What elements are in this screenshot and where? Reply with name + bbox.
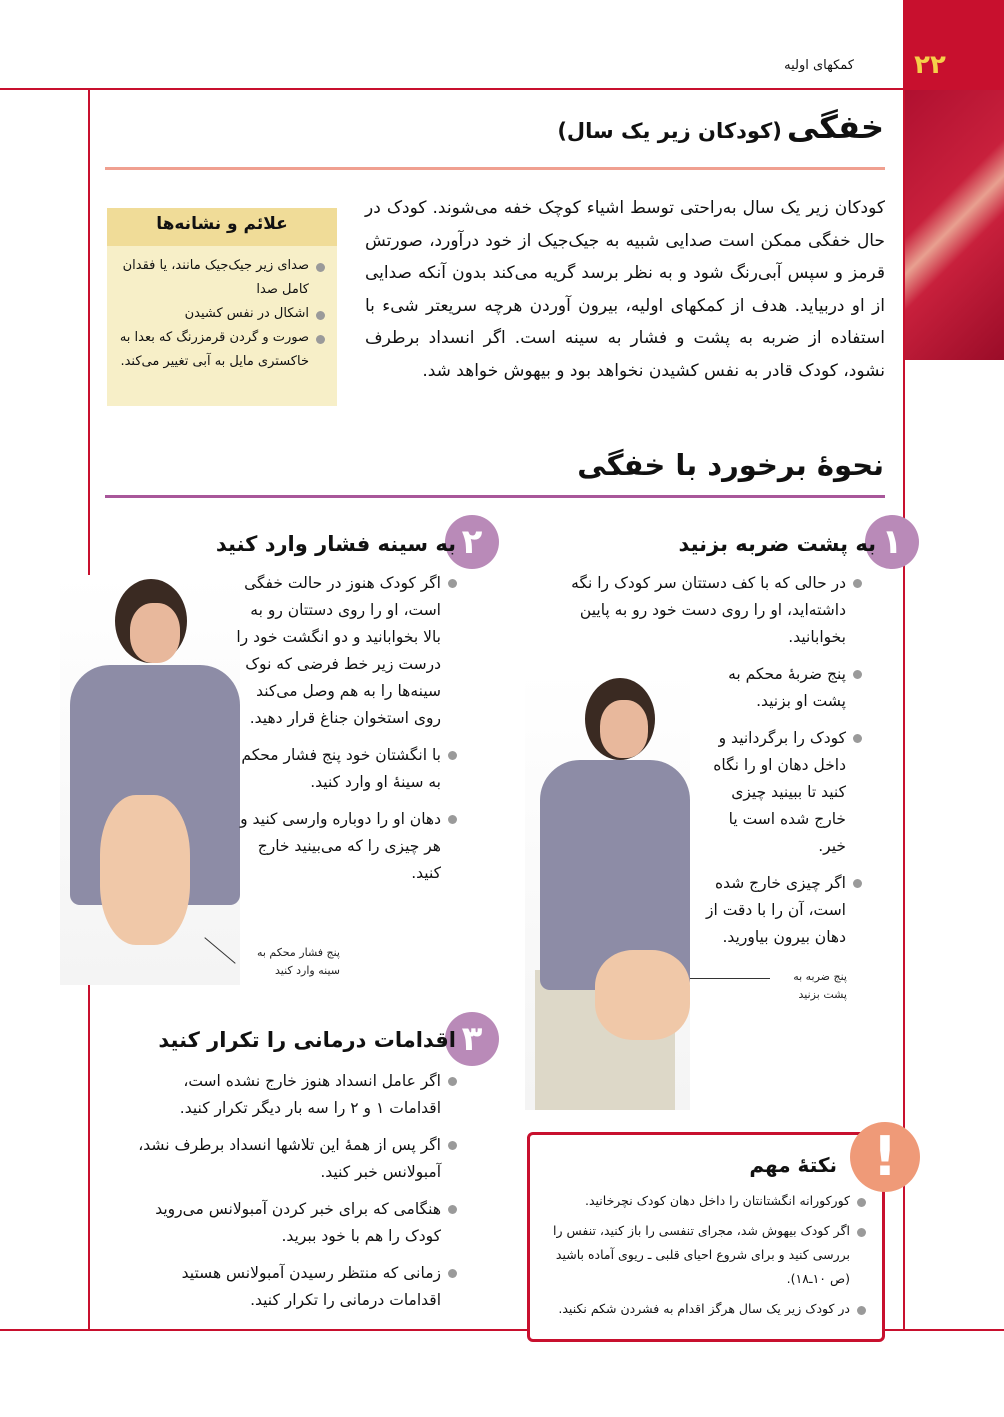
list-item: اگر کودک هنوز در حالت خفگی است، او را روی دستتان رو به بالا بخوابانید و دو انگشت خود را درست زیر خط فرضی که نوک سینه‌ها را به هم وصل می‌کند روی استخوان جناغ قرار دهید. (229, 570, 459, 732)
list-item: صدای زیر جیک‌جیک مانند، یا فقدان کامل صدا (117, 254, 327, 302)
list-item: در کودک زیر یک سال هرگز اقدام به فشردن شکم نکنید. (548, 1297, 868, 1321)
step-2-callout: پنج فشار محکم به سینه وارد کنید (256, 946, 340, 977)
top-rule (0, 88, 1004, 90)
title-sub: (کودکان زیر یک سال) (557, 119, 782, 143)
baby (100, 795, 190, 945)
signs-list (107, 246, 337, 382)
list-item: اگر چیزی خارج شده است، آن را با دقت از دهان بیرون بیاورید. (699, 870, 864, 951)
section-heading: نحوهٔ برخورد با خفگی (577, 448, 884, 482)
warning-box (527, 1132, 885, 1342)
step-1-list (554, 570, 864, 961)
step-2-title: به سینه فشار وارد کنید (215, 532, 456, 556)
list-item: اگر عامل انسداد هنوز خارج نشده است، اقدامات ۱ و ۲ را سه بار دیگر تکرار کنید. (129, 1068, 459, 1122)
step-3-badge: ۳ (445, 1012, 499, 1066)
list-item: پنج ضربهٔ محکم به پشت او بزنید. (699, 661, 864, 715)
step-3-list (129, 1068, 459, 1324)
step-3-title: اقدامات درمانی را تکرار کنید (158, 1028, 456, 1052)
list-item: اگر کودک بیهوش شد، مجرای تنفسی را باز کنید، تنفس را بررسی کنید و برای شروع احیای قلبی ـ ریوی آماده باشید (ص ۱۰ـ۱۸). (548, 1219, 868, 1291)
step-2-list (229, 570, 459, 897)
intro-paragraph: کودکان زیر یک سال به‌راحتی توسط اشیاء کوچک خفه می‌شوند. کودک در حال خفگی ممکن است صدایی شبیه به جیک‌جیک از خود درآورد، صورتش قرمز و سپس آبی‌رنگ شود و به نظر برسد گریه می‌کند بدون آنکه صدایی از او دربیاید. هدف از کمکهای اولیه، بیرون آوردن هرچه سریعتر شیء با استفاده از ضربه به پشت و فشار به سینه است. اگر انسداد برطرف نشود، کودک قادر به نفس کشیدن نخواهد بود و بیهوش خواهد شد. (365, 198, 885, 381)
list-item: کودک را برگردانید و داخل دهان او را نگاه کنید تا ببینید چیزی خارج شده است یا خیر. (699, 725, 864, 860)
list-item: اشکال در نفس کشیدن (117, 302, 327, 326)
list-item: زمانی که منتظر رسیدن آمبولانس هستید اقدامات درمانی را تکرار کنید. (129, 1260, 459, 1314)
list-item: اگر پس از همهٔ این تلاشها انسداد برطرف نشد، آمبولانس خبر کنید. (129, 1132, 459, 1186)
section-rule (105, 495, 885, 498)
bandage-image (905, 90, 1004, 360)
list-item: صورت و گردن قرمزرنگ که بعدا به خاکستری مایل به آبی تغییر می‌کند. (117, 326, 327, 374)
list-item: کورکورانه انگشتانتان را داخل دهان کودک نچرخانید. (548, 1189, 868, 1213)
page-title (557, 108, 884, 146)
list-item: دهان او را دوباره وارسی کنید و هر چیزی را که می‌بینید خارج کنید. (229, 806, 459, 887)
signs-title: علائم و نشانه‌ها (107, 208, 337, 246)
step-2-photo (60, 575, 240, 985)
exclamation-icon: ! (850, 1122, 920, 1192)
running-header: کمکهای اولیه (784, 58, 854, 73)
list-item: هنگامی که برای خبر کردن آمبولانس می‌روید کودک را هم با خود ببرید. (129, 1196, 459, 1250)
step-2-badge: ۲ (445, 515, 499, 569)
page-number: ۲۲ (914, 50, 946, 80)
warning-list (548, 1189, 868, 1331)
step-1-callout: پنج ضربه به پشت بزنید (793, 970, 847, 1001)
figure-face (130, 603, 180, 663)
list-item: در حالی که با کف دستتان سر کودک را نگه داشته‌اید، او را روی دست خود رو به پایین بخوابانید. (554, 570, 864, 651)
warning-title: نکتهٔ مهم (749, 1153, 837, 1177)
step-1-title: به پشت ضربه بزنید (678, 532, 876, 556)
title-main: خفگی (786, 108, 884, 146)
baby (595, 950, 690, 1040)
list-item: با انگشتان خود پنج فشار محکم به سینهٔ او وارد کنید. (229, 742, 459, 796)
signs-box (107, 208, 337, 406)
step-1-badge: ۱ (865, 515, 919, 569)
title-rule (105, 167, 885, 170)
step-1-leader (690, 978, 770, 979)
